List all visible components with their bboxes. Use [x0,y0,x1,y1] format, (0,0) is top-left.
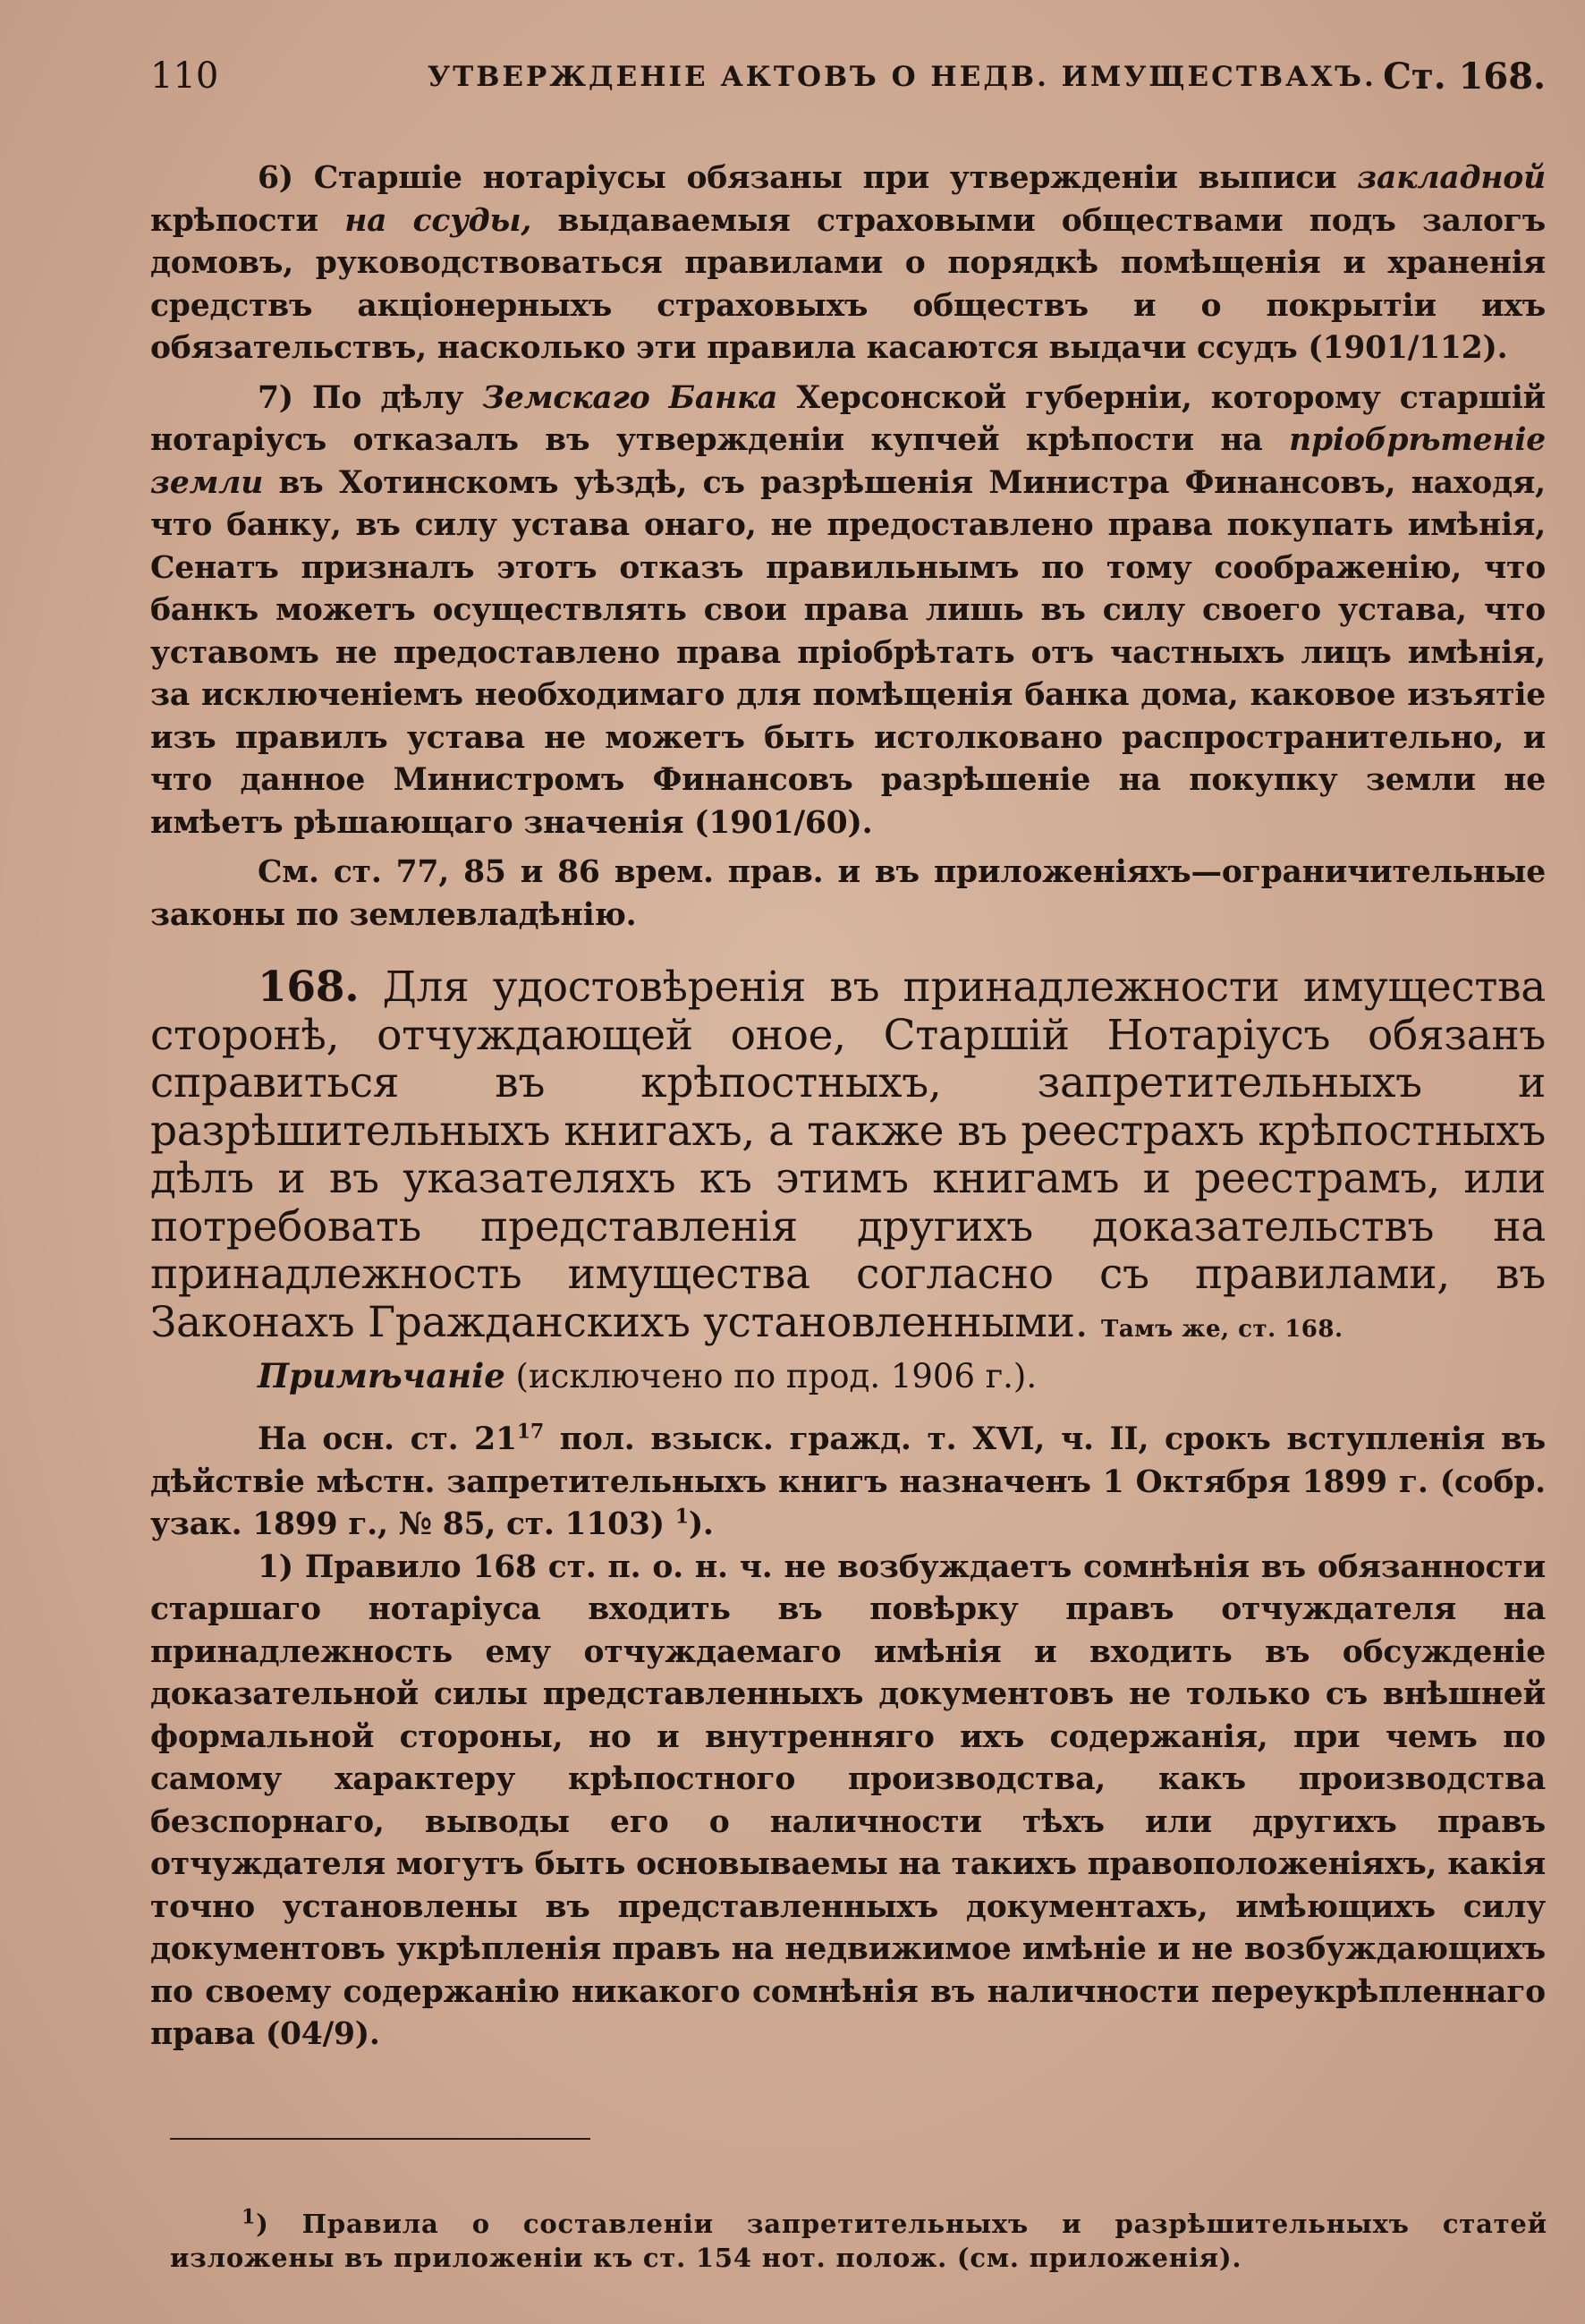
article-note [150,1353,1546,1399]
page-header [150,55,1546,109]
note-text: (исключено по прод. 1906 г.). [504,1357,1038,1395]
footnote: $^1$) Правила о составленіи запретительныхъ и разрѣшительныхъ статей изложены въ приложеніи къ ст. 154 нот. полож. (см. приложенія). [170,2205,1547,2273]
article-168 [150,963,1546,1353]
article-number: 168. [258,963,360,1012]
commentary-intro: На осн. ст. $21^{17}$ пол. взыск. гражд. т. XVI, ч. II, срокъ вступленія въ дѣйствіе мѣстн. запретительныхъ книгъ назначенъ 1 Октября 1899 г. (собр. узак. 1899 г., № 85, ст. 1103) $^1$). [150,1420,1546,1542]
footnote-marker: 1 [674,1505,689,1529]
article-text: Для удостовѣренія въ принадлежности имущества сторонѣ, отчуждающей оное, Старшій Нотаріусъ обязанъ справиться въ крѣпостныхъ, запретительныхъ и разрѣшительныхъ книгахъ, а также въ реестрахъ крѣпостныхъ дѣлъ и въ указателяхъ къ этимъ книгамъ и реестрамъ, или потребовать представленія другихъ доказательствъ на принадлежность имущества согласно съ правилами, въ Законахъ Гражданскихъ установленными. [150,963,1546,1347]
paragraph-6: 6) Старшіе нотаріусы обязаны при утвержденіи выписи закладной крѣпости на ссуды, выдаваемыя страховыми обществами подъ залогъ домовъ, руководствоваться правилами о порядкѣ помѣщенія и храненія средствъ акціонерныхъ страховыхъ обществъ и о покрытіи ихъ обязательствъ, насколько эти правила касаются выдачи ссудъ (1901/112). [150,160,1546,366]
article-reference: Ст. 168. [1383,55,1546,98]
see-also-note: См. ст. 77, 85 и 86 врем. прав. и въ приложеніяхъ—ограничительные законы по землевладѣнію. [150,854,1546,933]
paragraph-7: 7) По дѣлу Земскаго Банка Херсонской губерніи, которому старшій нотаріусъ отказалъ въ утвержденіи купчей крѣпости на пріобрѣтеніе земли въ Хотинскомъ уѣздѣ, съ разрѣшенія Министра Финансовъ, находя, что банку, въ силу устава онаго, не предоставлено права покупать имѣнія, Сенатъ призналъ этотъ отказъ правильнымъ по тому соображенію, что банкъ можетъ осуществлять свои права лишь въ силу своего устава, что уставомъ не предоставлено права пріобрѣтать отъ частныхъ лицъ имѣнія, за исключеніемъ необходимаго для помѣщенія банка дома, каковое изъятіе изъ правилъ устава не можетъ быть истолковано распространительно, и что данное Министромъ Финансовъ разрѣшеніе на покупку земли не имѣетъ рѣшающаго значенія (1901/60). [150,379,1547,841]
article-source: Тамъ же, ст. 168. [1100,1315,1343,1343]
footnote-divider [170,2138,590,2140]
running-title: УТВЕРЖДЕНІЕ АКТОВЪ О НЕДВ. ИМУЩЕСТВАХЪ. [428,61,1377,93]
page-body [150,157,1546,2057]
note-label: Примѣчаніе [258,1356,505,1395]
commentary-1: 1) Правило 168 ст. п. о. н. ч. не возбуждаетъ сомнѣнія въ обязанности старшаго нотаріуса входить въ повѣрку правъ отчуждателя на принадлежность ему отчуждаемаго имѣнія и входить въ обсужденіе доказательной силы представленныхъ документовъ не только съ внѣшней формальной стороны, но и внутренняго ихъ содержанія, при чемъ по самому характеру крѣпостного производства, какъ производства безспорнаго, выводы его о наличности тѣхъ или другихъ правъ отчуждателя могутъ быть основываемы на такихъ правоположеніяхъ, какія точно установлены въ представленныхъ документахъ, имѣющихъ силу документовъ укрѣпленія правъ на недвижимое имѣніе и не возбуждающихъ по своему содержанію никакого сомнѣнія въ наличности переукрѣпленнаго права (04/9). [150,1548,1546,2052]
page-number: 110 [150,55,219,97]
